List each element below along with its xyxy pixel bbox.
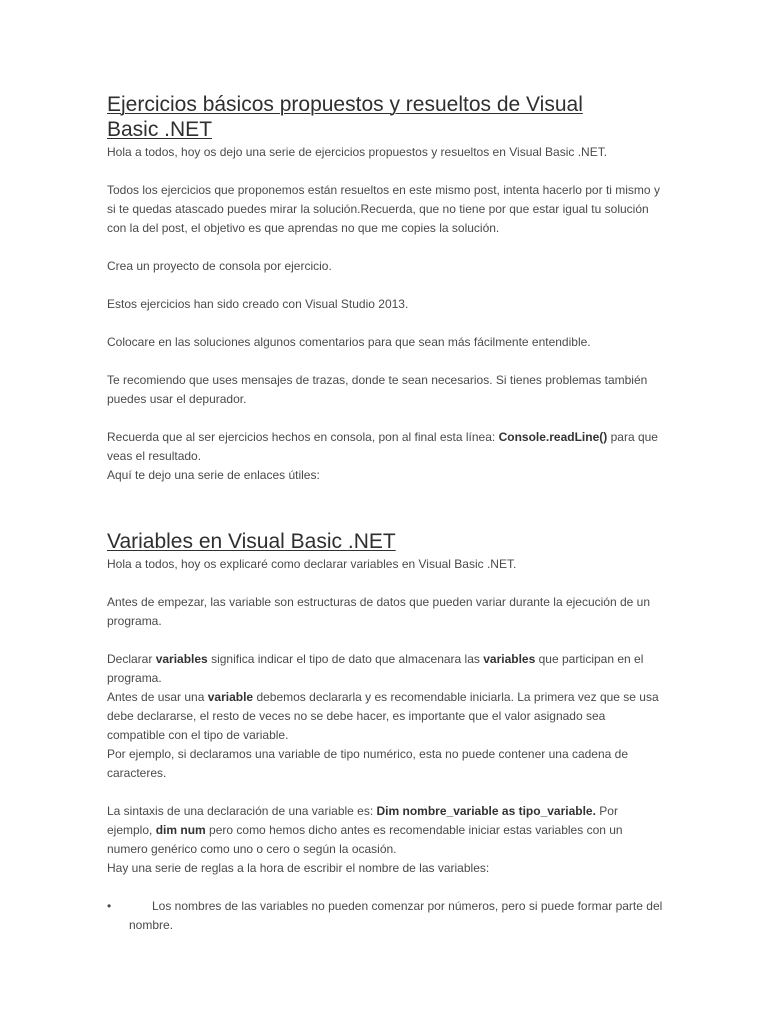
list-item — [107, 897, 663, 935]
section1-paragraph-3: Estos ejercicios han sido creado con Visual Studio 2013. — [107, 297, 409, 311]
section1-paragraph-1: Todos los ejercicios que proponemos están resueltos en este mismo post, intenta hacerlo por ti mismo y si te quedas atascado puedes mirar la solución.Recuerda, que no tiene por que estar igual tu solución con la del post, el objetivo es que aprendas no que me copies la solución. — [107, 183, 660, 235]
p3-text-a: Antes de usar una — [107, 690, 208, 704]
section2-paragraph-1: Antes de empezar, las variable son estructuras de datos que pueden variar durante la ejecución de un programa. — [107, 595, 651, 628]
section1-paragraph-5: Te recomiendo que uses mensajes de trazas, donde te sean necesarios. Si tienes problemas también puedes usar el depurador. — [107, 373, 648, 406]
section1-paragraph-4: Colocare en las soluciones algunos comentarios para que sean más fácilmente entendible. — [107, 335, 591, 349]
section2-paragraph-5 — [107, 802, 663, 859]
list-item-text: Los nombres de las variables no pueden comenzar por números, pero si puede formar parte del nombre. — [129, 899, 663, 932]
section2-intro: Hola a todos, hoy os explicaré como declarar variables en Visual Basic .NET. — [107, 557, 517, 571]
p6-text-after: para que veas el resultado. — [107, 430, 658, 463]
p2-text-a: Declarar — [107, 652, 156, 666]
section2-paragraph-2 — [107, 650, 663, 688]
dim-syntax-bold: Dim nombre_variable as tipo_variable. — [376, 804, 596, 818]
section1-title: Ejercicios básicos propuestos y resueltos de Visual Basic .NET — [107, 93, 583, 141]
section2-paragraph-6: Hay una serie de reglas a la hora de escribir el nombre de las variables: — [107, 861, 490, 875]
section1-paragraph-2: Crea un proyecto de consola por ejercicio. — [107, 259, 332, 273]
p2-text-e: que participan en el programa. — [107, 652, 644, 685]
p3-text-c: debemos declararla y es recomendable iniciarla. La primera vez que se usa debe declararse, el resto de veces no se debe hacer, es importante que el valor asignado sea compatible con el tipo de variable. — [107, 690, 659, 742]
p5-text-a: La sintaxis de una declaración de una variable es: — [107, 804, 377, 818]
dim-num-bold: dim num — [155, 823, 206, 837]
p5-text-c: Por ejemplo, — [107, 804, 618, 837]
bullet-icon: • — [107, 899, 112, 913]
p5-text-e: pero como hemos dicho antes es recomendable iniciar estas variables con un numero genérico como uno o cero o según la ocasión. — [107, 823, 623, 856]
console-readline-code: Console.readLine() — [498, 430, 608, 444]
variables-bold-1: variables — [155, 652, 208, 666]
p6-text-before: Recuerda que al ser ejercicios hechos en consola, pon al final esta línea: — [107, 430, 499, 444]
section2-paragraph-3 — [107, 688, 663, 745]
document-page — [107, 92, 663, 935]
p2-text-c: significa indicar el tipo de dato que almacenara las — [207, 652, 484, 666]
section1-intro: Hola a todos, hoy os dejo una serie de ejercicios propuestos y resueltos en Visual Basic .NET. — [107, 145, 608, 159]
section1-paragraph-7: Aquí te dejo una serie de enlaces útiles: — [107, 468, 320, 482]
variables-bold-2: variables — [483, 652, 536, 666]
section2-paragraph-4: Por ejemplo, si declaramos una variable de tipo numérico, esta no puede contener una cadena de caracteres. — [107, 747, 628, 780]
variable-bold: variable — [207, 690, 254, 704]
section2-title: Variables en Visual Basic .NET — [107, 530, 396, 553]
section1-paragraph-6 — [107, 428, 663, 466]
